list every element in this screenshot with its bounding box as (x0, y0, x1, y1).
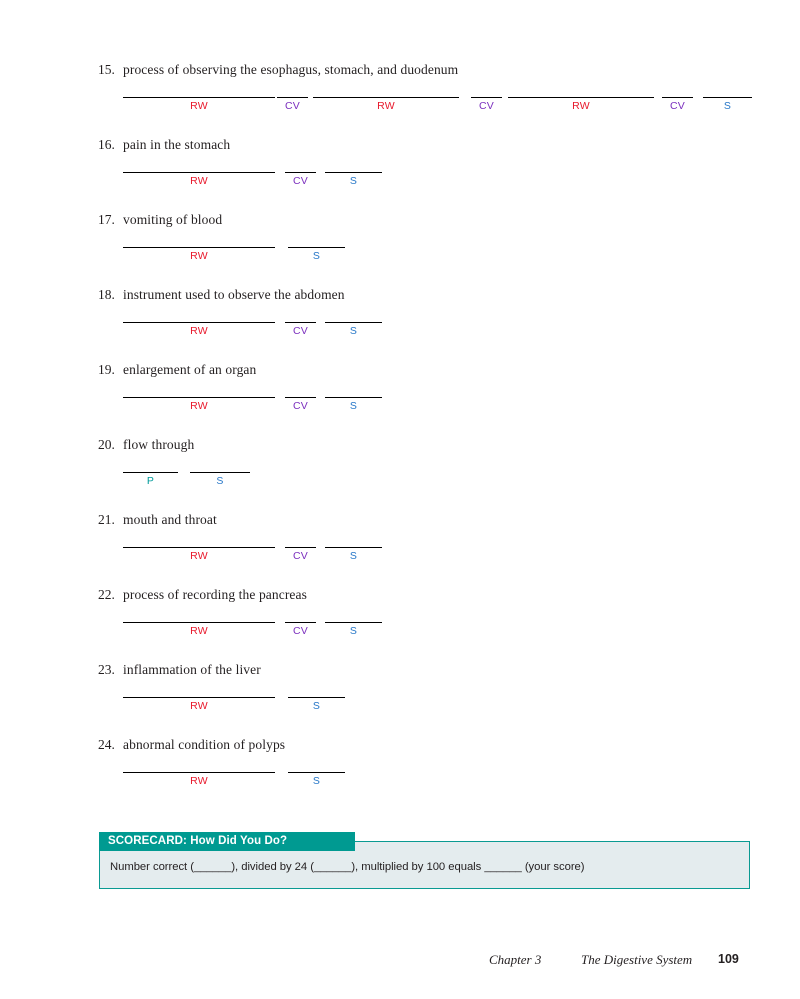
question-prompt: abnormal condition of polyps (123, 737, 286, 752)
blank-rule[interactable] (703, 84, 752, 98)
answer-blank[interactable] (288, 234, 345, 263)
answer-blank-row (0, 759, 800, 789)
blank-rule[interactable] (123, 84, 275, 98)
blank-type-label: RW (190, 775, 208, 787)
question-number: 24. (98, 737, 115, 752)
blank-rule[interactable] (288, 684, 345, 698)
answer-blank[interactable] (123, 534, 275, 563)
blank-type-label: RW (190, 175, 208, 187)
answer-blank[interactable] (190, 459, 250, 488)
answer-blank-row (0, 609, 800, 639)
answer-blank[interactable] (285, 309, 316, 338)
blank-rule[interactable] (662, 84, 693, 98)
exercise-item (0, 362, 800, 414)
scorecard-formula-text: Number correct (______), divided by 24 (______), multiplied by 100 equals ______ (your score) (110, 861, 585, 873)
question-number: 16. (98, 137, 115, 152)
exercise-item (0, 437, 800, 489)
blank-type-label: RW (190, 250, 208, 262)
blank-type-label: RW (572, 100, 590, 112)
blank-rule[interactable] (123, 459, 178, 473)
question-prompt: process of observing the esophagus, stomach, and duodenum (123, 62, 459, 77)
question-prompt: enlargement of an organ (123, 362, 257, 377)
blank-type-label: S (312, 775, 321, 787)
blank-type-label: RW (190, 550, 208, 562)
blank-rule[interactable] (123, 159, 275, 173)
blank-rule[interactable] (313, 84, 459, 98)
blank-rule[interactable] (288, 759, 345, 773)
answer-blank[interactable] (288, 684, 345, 713)
answer-blank[interactable] (662, 84, 693, 113)
question-number: 17. (98, 212, 115, 227)
exercise-item (0, 287, 800, 339)
blank-rule[interactable] (123, 234, 275, 248)
question-row (0, 737, 800, 759)
blank-type-label: CV (285, 100, 300, 112)
question-row (0, 62, 800, 84)
page-footer (0, 952, 800, 972)
question-number: 19. (98, 362, 115, 377)
blank-rule[interactable] (277, 84, 308, 98)
question-prompt: mouth and throat (123, 512, 217, 527)
blank-type-label: S (312, 700, 321, 712)
question-prompt: process of recording the pancreas (123, 587, 307, 602)
blank-type-label: CV (293, 325, 308, 337)
answer-blank-row (0, 459, 800, 489)
question-prompt: vomiting of blood (123, 212, 223, 227)
blank-rule[interactable] (123, 609, 275, 623)
answer-blank[interactable] (325, 384, 382, 413)
exercise-item (0, 212, 800, 264)
blank-rule[interactable] (471, 84, 502, 98)
blank-type-label: S (312, 250, 321, 262)
answer-blank[interactable] (325, 309, 382, 338)
exercise-item (0, 737, 800, 789)
blank-rule[interactable] (123, 534, 275, 548)
question-number: 20. (98, 437, 115, 452)
blank-rule[interactable] (288, 234, 345, 248)
question-row (0, 137, 800, 159)
blank-rule[interactable] (123, 759, 275, 773)
answer-blank[interactable] (123, 384, 275, 413)
question-row (0, 362, 800, 384)
answer-blank[interactable] (285, 534, 316, 563)
blank-rule[interactable] (285, 309, 316, 323)
blank-rule[interactable] (123, 384, 275, 398)
answer-blank[interactable] (123, 609, 275, 638)
blank-rule[interactable] (123, 309, 275, 323)
blank-rule[interactable] (325, 534, 382, 548)
blank-rule[interactable] (508, 84, 654, 98)
blank-rule[interactable] (285, 609, 316, 623)
answer-blank[interactable] (285, 609, 316, 638)
answer-blank[interactable] (313, 84, 459, 113)
answer-blank-row (0, 384, 800, 414)
blank-rule[interactable] (325, 609, 382, 623)
blank-type-label: S (216, 475, 224, 487)
exercise-item (0, 137, 800, 189)
question-number: 18. (98, 287, 115, 302)
blank-rule[interactable] (285, 159, 316, 173)
answer-blank[interactable] (508, 84, 654, 113)
blank-type-label: S (723, 100, 732, 112)
answer-blank-row (0, 84, 800, 114)
question-row (0, 287, 800, 309)
blank-type-label: P (146, 475, 155, 487)
answer-blank[interactable] (123, 459, 178, 488)
blank-rule[interactable] (325, 309, 382, 323)
blank-type-label: RW (190, 400, 208, 412)
question-row (0, 212, 800, 234)
blank-type-label: RW (190, 100, 208, 112)
question-prompt: instrument used to observe the abdomen (123, 287, 345, 302)
answer-blank[interactable] (703, 84, 752, 113)
blank-type-label: RW (190, 325, 208, 337)
question-row (0, 437, 800, 459)
blank-type-label: CV (293, 550, 308, 562)
answer-blank[interactable] (123, 759, 275, 788)
question-prompt: flow through (123, 437, 195, 452)
question-number: 23. (98, 662, 115, 677)
answer-blank-row (0, 534, 800, 564)
blank-type-label: CV (670, 100, 685, 112)
answer-blank[interactable] (277, 84, 308, 113)
answer-blank[interactable] (123, 84, 275, 113)
exercise-item (0, 512, 800, 564)
answer-blank[interactable] (123, 309, 275, 338)
blank-rule[interactable] (285, 534, 316, 548)
footer-chapter: Chapter 3 (489, 952, 542, 967)
blank-rule[interactable] (325, 384, 382, 398)
exercise-item (0, 62, 800, 114)
blank-type-label: RW (190, 700, 208, 712)
answer-blank[interactable] (123, 159, 275, 188)
blank-type-label: S (349, 625, 358, 637)
answer-blank[interactable] (123, 234, 275, 263)
footer-page-number: 109 (718, 952, 739, 966)
exercise-item (0, 662, 800, 714)
blank-type-label: S (349, 550, 358, 562)
answer-blank-row (0, 159, 800, 189)
blank-type-label: S (349, 400, 358, 412)
answer-blank[interactable] (285, 384, 316, 413)
blank-type-label: RW (190, 625, 208, 637)
answer-blank-row (0, 684, 800, 714)
blank-type-label: CV (293, 625, 308, 637)
answer-blank-row (0, 234, 800, 264)
answer-blank[interactable] (325, 159, 382, 188)
blank-type-label: CV (293, 175, 308, 187)
answer-blank[interactable] (325, 609, 382, 638)
exercise-item (0, 587, 800, 639)
blank-type-label: CV (479, 100, 494, 112)
blank-rule[interactable] (190, 459, 250, 473)
answer-blank[interactable] (285, 159, 316, 188)
answer-blank[interactable] (288, 759, 345, 788)
blank-rule[interactable] (325, 159, 382, 173)
footer-chapter-title: The Digestive System (581, 952, 693, 967)
blank-type-label: CV (293, 400, 308, 412)
blank-type-label: RW (377, 100, 395, 112)
question-number: 22. (98, 587, 115, 602)
blank-type-label: S (349, 325, 358, 337)
question-number: 21. (98, 512, 115, 527)
question-row (0, 512, 800, 534)
blank-rule[interactable] (285, 384, 316, 398)
answer-blank[interactable] (325, 534, 382, 563)
answer-blank[interactable] (123, 684, 275, 713)
question-number: 15. (98, 62, 115, 77)
question-prompt: pain in the stomach (123, 137, 231, 152)
answer-blank-row (0, 309, 800, 339)
blank-type-label: S (349, 175, 358, 187)
answer-blank[interactable] (471, 84, 502, 113)
question-row (0, 587, 800, 609)
question-prompt: inflammation of the liver (123, 662, 261, 677)
scorecard-header: SCORECARD: How Did You Do? (99, 832, 355, 851)
question-row (0, 662, 800, 684)
blank-rule[interactable] (123, 684, 275, 698)
